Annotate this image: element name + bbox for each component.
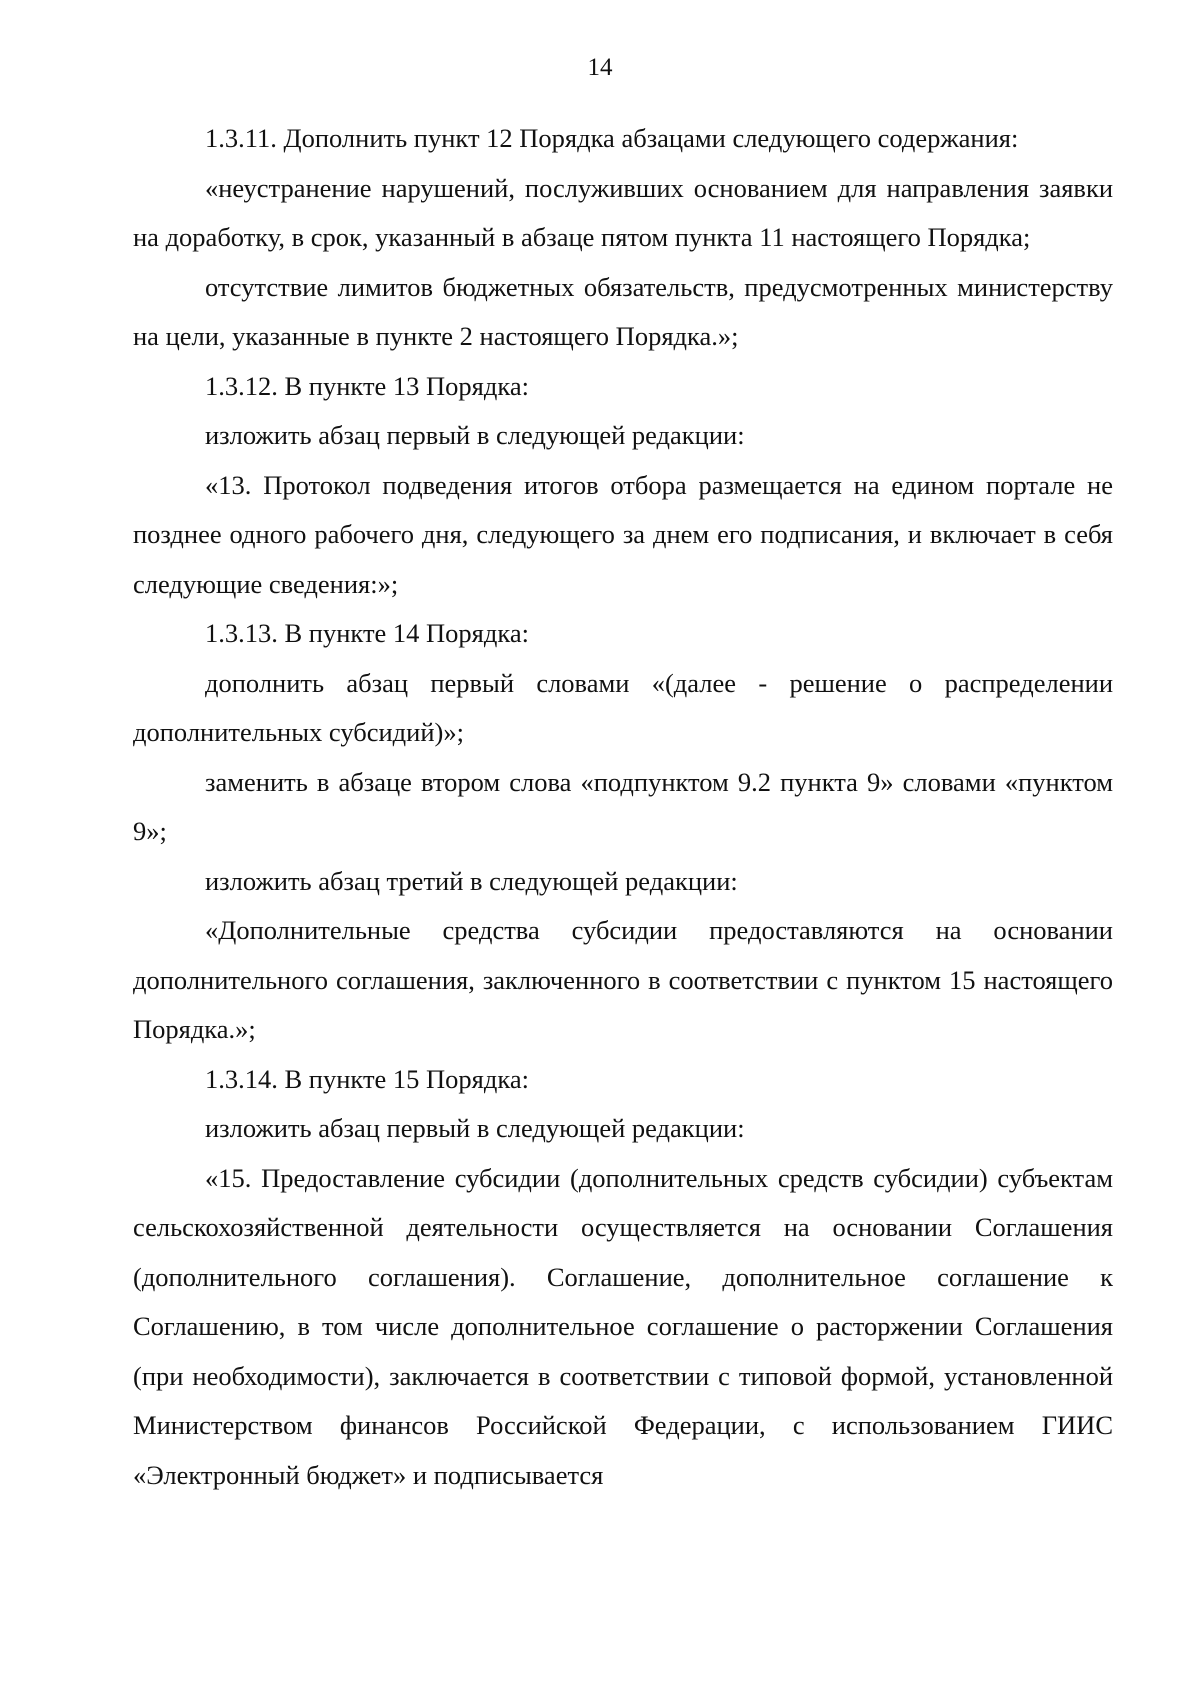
paragraph-quote-nonelimination: «неустранение нарушений, послуживших основанием для направления заявки на доработку, в срок, указанный в абзаце пятом пункта 11 настоящего Порядка; — [133, 172, 1113, 252]
paragraph-quote-13: «13. Протокол подведения итогов отбора размещается на едином портале не позднее одного рабочего дня, следующего за днем его подписания, и включает в себя следующие сведения:»; — [133, 469, 1113, 599]
paragraph-quote-additional-funds: «Дополнительные средства субсидии предоставляются на основании дополнительного соглашения, заключенного в соответствии с пунктом 15 настоящего Порядка.»; — [133, 915, 1113, 1044]
paragraph-amend-first-15: изложить абзац первый в следующей редакции: — [205, 1113, 745, 1143]
paragraph-1-3-14: 1.3.14. В пункте 15 Порядка: — [205, 1063, 529, 1094]
paragraph-amend-third: изложить абзац третий в следующей редакции: — [205, 865, 738, 896]
paragraph-limits-absence: отсутствие лимитов бюджетных обязательств, предусмотренных министерству на цели, указанные в пункте 2 настоящего Порядка.»; — [133, 271, 1113, 351]
paragraph-1-3-11: 1.3.11. Дополнить пункт 12 Порядка абзацами следующего содержания: — [205, 123, 1019, 153]
paragraph-replace-second: заменить в абзаце втором слова «подпунктом 9.2 пункта 9» словами «пунктом 9»; — [133, 766, 1113, 846]
paragraph-1-3-13: 1.3.13. В пункте 14 Порядка: — [205, 618, 529, 648]
document-body — [133, 114, 1113, 1500]
paragraph-amend-first-13: изложить абзац первый в следующей редакции: — [205, 420, 745, 450]
paragraph-supplement-first: дополнить абзац первый словами «(далее - решение о распределении дополнительных субсидий)»; — [133, 667, 1113, 747]
paragraph-quote-15: «15. Предоставление субсидии (дополнительных средств субсидии) субъектам сельскохозяйственной деятельности осуществляется на основании Соглашения (дополнительного соглашения). Соглашение, дополнительное соглашение к Соглашению, в том числе дополнительное соглашение о расторжении Соглашения (при необходимости), заключается в соответствии с типовой формой, установленной Министерством финансов Российской Федерации, с использованием ГИИС «Электронный бюджет» и подписывается — [133, 1162, 1113, 1490]
page-number: 14 — [587, 54, 613, 81]
paragraph-1-3-12: 1.3.12. В пункте 13 Порядка: — [205, 370, 529, 401]
